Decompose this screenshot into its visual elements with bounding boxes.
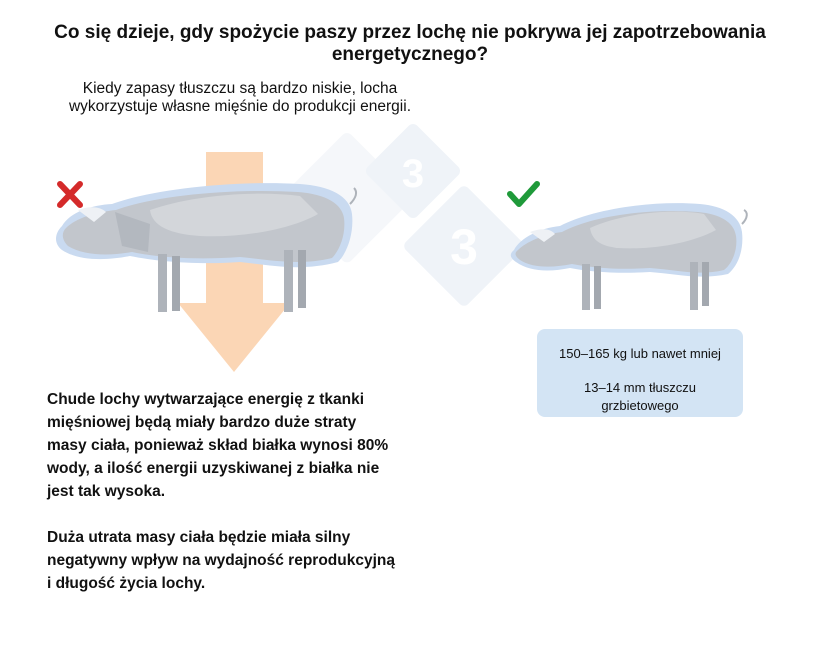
subtitle: Kiedy zapasy tłuszczu są bardzo niskie, locha wykorzystuje własne mięśnie do produkcji energii. — [68, 80, 411, 115]
info-backfat-line2: grzbietowego — [601, 398, 679, 413]
watermark-digit-bottom: 3 — [450, 219, 478, 275]
paragraph-line: jest tak wysoka. — [47, 483, 166, 500]
paragraph-muscle-loss — [47, 388, 467, 503]
paragraph-line: Chude lochy wytwarzające energię z tkanki — [47, 391, 365, 408]
healthy-sow-illustration — [511, 203, 747, 310]
watermark-digit-top: 3 — [401, 152, 425, 196]
paragraph-line: i długość życia lochy. — [47, 575, 206, 592]
check-icon — [510, 184, 537, 204]
info-backfat-line1: 13–14 mm tłuszczu — [584, 380, 696, 395]
paragraph-line: masy ciała, ponieważ skład białka wynosi 80% — [47, 437, 389, 454]
paragraph-line: wody, a ilość energii uzyskiwanej z białka nie — [47, 460, 380, 477]
page-title: Co się dzieje, gdy spożycie paszy przez lochę nie pokrywa jej zapotrzebowania energetycznego? — [54, 22, 766, 65]
paragraph-line: negatywny wpływ na wydajność reprodukcyjną — [47, 552, 395, 569]
paragraph-line: Duża utrata masy ciała będzie miała silny — [47, 529, 351, 546]
paragraph-reproduction-impact — [47, 526, 467, 595]
info-box — [537, 329, 743, 417]
cross-icon — [60, 184, 80, 205]
paragraph-line: mięśniowej będą miały bardzo duże straty — [47, 414, 357, 431]
info-weight: 150–165 kg lub nawet mniej — [559, 346, 721, 361]
